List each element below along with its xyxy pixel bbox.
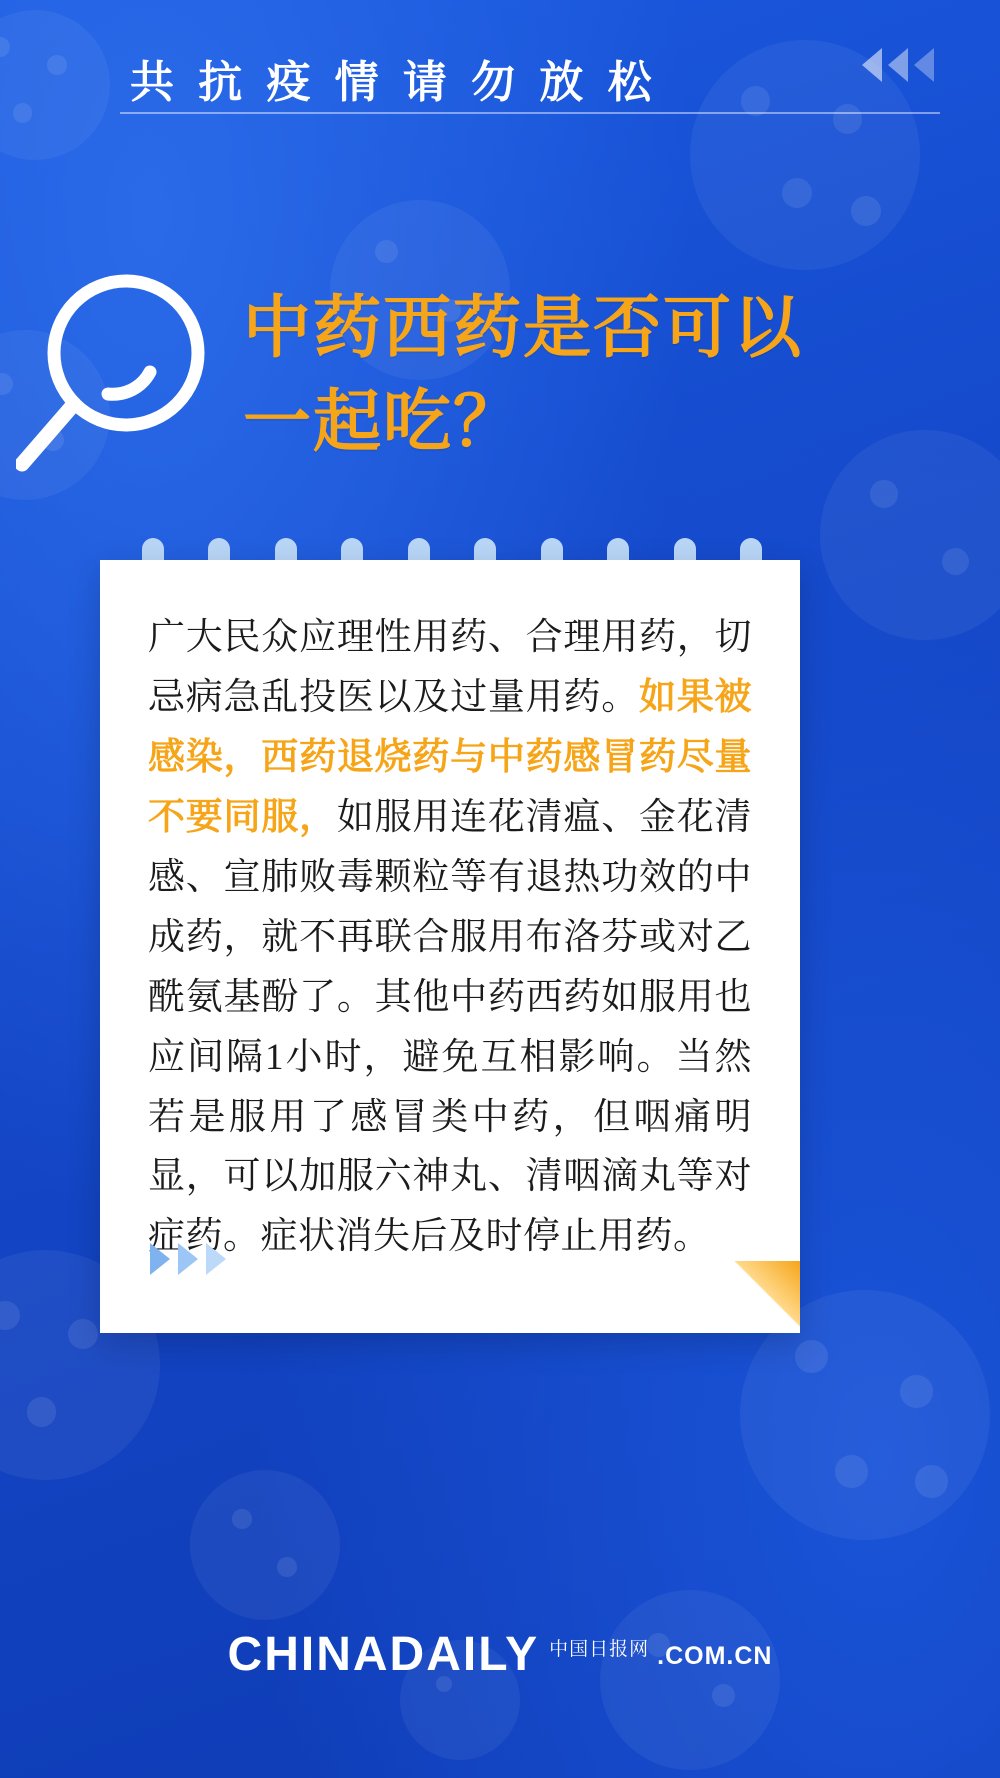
- paper-fold-corner: [728, 1261, 800, 1333]
- footer-logo: [0, 1627, 1000, 1682]
- question-heading: [243, 282, 963, 470]
- question-line-1: 中药西药是否可以: [243, 290, 804, 366]
- body-segment-highlighted: 如果被感染，西药退烧药与中药感冒药尽量不要同服，: [148, 676, 753, 838]
- notepad-card: [100, 538, 800, 1333]
- notepad-paper: [100, 560, 800, 1333]
- brand-domain: .COM.CN: [657, 1642, 773, 1670]
- body-text: [148, 608, 752, 1267]
- body-segment: 广大民众应理性用药、合理用药，切忌病急乱投医以及过量用药。: [148, 617, 752, 718]
- virus-icon: [190, 1470, 340, 1620]
- header-divider: [120, 112, 940, 114]
- triangle-left-icon: [914, 48, 934, 82]
- header-arrow-group: [862, 48, 934, 82]
- triangle-right-icon: [206, 1243, 226, 1275]
- header-banner: [60, 30, 940, 114]
- brand-name: CHINADAILY: [227, 1628, 540, 1681]
- magnifier-icon: [16, 268, 226, 483]
- triangle-left-icon: [888, 48, 908, 82]
- triangle-left-icon: [862, 48, 882, 82]
- body-segment: 如服用连花清瘟、金花清感、宣肺败毒颗粒等有退热功效的中成药，就不再联合服用布洛芬或对乙酰氨基酚了。其他中药西药如服用也应间隔1小时，避免互相影响。当然若是服用了感冒类中药，但咽痛明显，可以加服六神丸、清咽滴丸等对症药。症状消失后及时停止用药。: [148, 796, 753, 1258]
- question-line-2: 一起吃？: [243, 383, 524, 460]
- brand-name-chinese: 中国日报网: [549, 1639, 650, 1660]
- triangle-right-icon: [150, 1243, 170, 1275]
- header-title: 共 抗 疫 情 请 勿 放 松: [130, 58, 658, 107]
- content-arrow-group: [150, 1243, 226, 1275]
- triangle-right-icon: [178, 1243, 198, 1275]
